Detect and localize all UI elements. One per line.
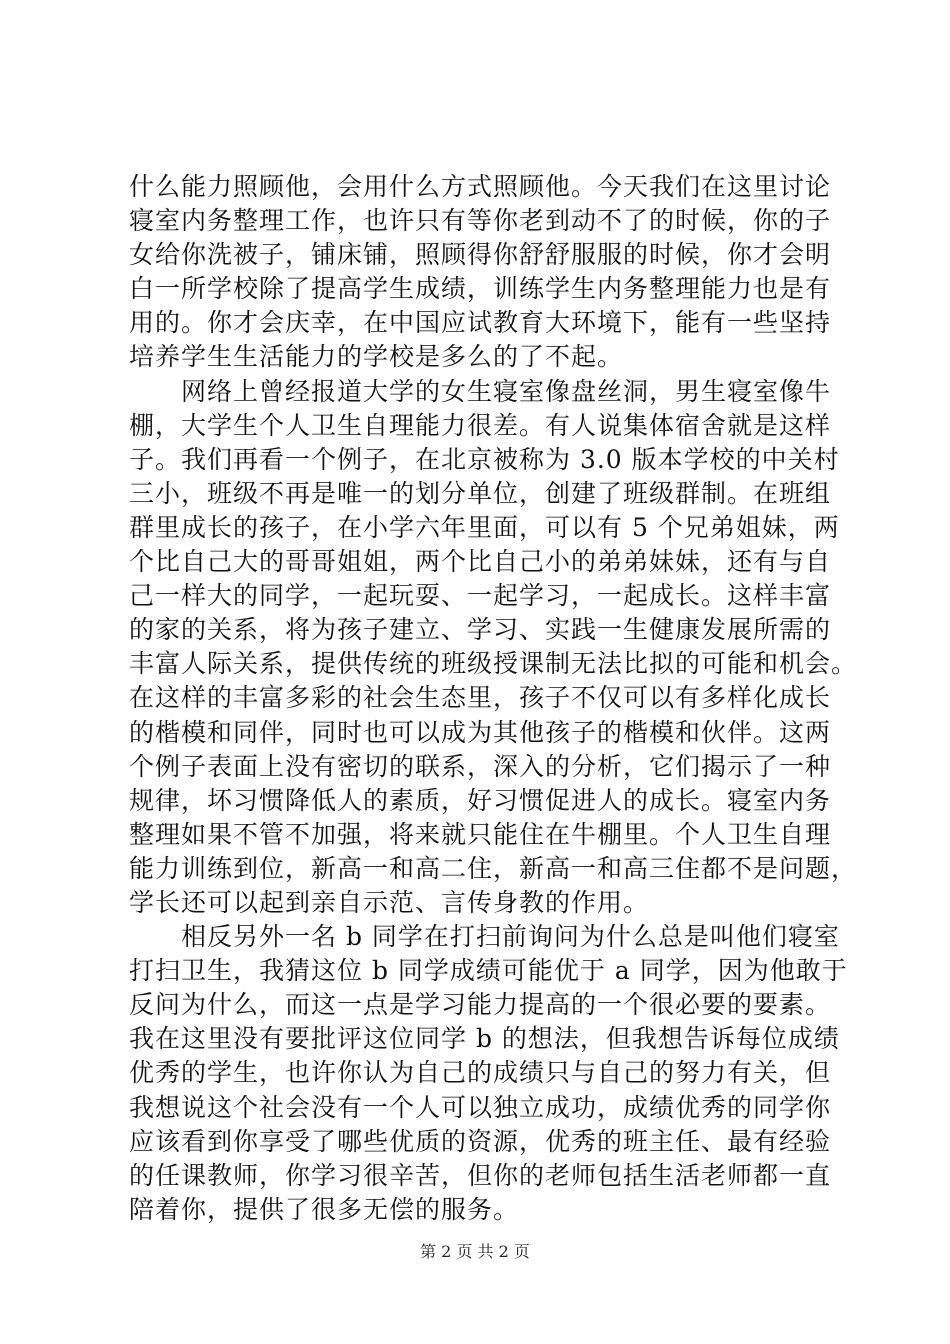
text-line: 三小，班级不再是唯一的划分单位，创建了班级群制。在班组 bbox=[129, 478, 832, 508]
text-line: 学长还可以起到亲自示范、言传身教的作用。 bbox=[129, 887, 650, 917]
text-line: 己一样大的同学，一起玩耍、一起学习，一起成长。这样丰富 bbox=[129, 581, 832, 611]
text-line: 用的。你才会庆幸，在中国应试教育大环境下，能有一些坚持 bbox=[129, 308, 832, 338]
text-line: 整理如果不管不加强，将来就只能住在牛棚里。个人卫生自理 bbox=[129, 819, 832, 849]
text-line: 我想说这个社会没有一个人可以独立成功，成绩优秀的同学你 bbox=[129, 1092, 832, 1122]
text-line: 的家的关系，将为孩子建立、学习、实践一生健康发展所需的 bbox=[129, 615, 832, 645]
text-line: 白一所学校除了提高学生成绩，训练学生内务整理能力也是有 bbox=[129, 274, 832, 304]
text-line: 丰富人际关系，提供传统的班级授课制无法比拟的可能和机会。 bbox=[129, 649, 858, 679]
text-line: 的任课教师，你学习很辛苦，但你的老师包括生活老师都一直 bbox=[129, 1160, 832, 1190]
text-line: 群里成长的孩子，在小学六年里面，可以有 5 个兄弟姐妹，两 bbox=[129, 512, 840, 542]
page-number-footer: 第 2 页 共 2 页 bbox=[420, 1242, 530, 1261]
text-line: 棚，大学生个人卫生自理能力很差。有人说集体宿舍就是这样 bbox=[129, 410, 832, 440]
text-line: 个例子表面上没有密切的联系，深入的分析，它们揭示了一种 bbox=[129, 751, 832, 781]
text-line: 女给你洗被子，铺床铺，照顾得你舒舒服服的时候，你才会明 bbox=[129, 240, 832, 270]
text-line: 在这样的丰富多彩的社会生态里，孩子不仅可以有多样化成长 bbox=[129, 683, 832, 713]
text-line: 寝室内务整理工作，也许只有等你老到动不了的时候，你的子 bbox=[129, 206, 832, 236]
text-line: 网络上曾经报道大学的女生寝室像盘丝洞，男生寝室像牛 bbox=[129, 376, 832, 406]
text-line: 打扫卫生，我猜这位 b 同学成绩可能优于 a 同学，因为他敢于 bbox=[129, 956, 848, 986]
text-line: 优秀的学生，也许你认为自己的成绩只与自己的努力有关，但 bbox=[129, 1058, 832, 1088]
text-line: 陪着你，提供了很多无偿的服务。 bbox=[129, 1194, 520, 1224]
text-line: 反问为什么，而这一点是学习能力提高的一个很必要的要素。 bbox=[129, 990, 832, 1020]
document-body bbox=[129, 170, 858, 1227]
text-line: 我在这里没有要批评这位同学 b 的想法，但我想告诉每位成绩 bbox=[129, 1024, 840, 1054]
text-line: 子。我们再看一个例子，在北京被称为 3.0 版本学校的中关村 bbox=[129, 444, 840, 474]
text-line: 个比自己大的哥哥姐姐，两个比自己小的弟弟妹妹，还有与自 bbox=[129, 547, 832, 577]
text-line: 培养学生生活能力的学校是多么的了不起。 bbox=[129, 342, 624, 372]
text-line: 规律，坏习惯降低人的素质，好习惯促进人的成长。寝室内务 bbox=[129, 785, 832, 815]
text-line: 能力训练到位，新高一和高二住，新高一和高三住都不是问题， bbox=[129, 853, 858, 883]
text-line: 的楷模和同伴，同时也可以成为其他孩子的楷模和伙伴。这两 bbox=[129, 717, 832, 747]
text-line: 应该看到你享受了哪些优质的资源，优秀的班主任、最有经验 bbox=[129, 1126, 832, 1156]
text-line: 什么能力照顾他，会用什么方式照顾他。今天我们在这里讨论 bbox=[129, 172, 832, 201]
text-line: 相反另外一名 b 同学在打扫前询问为什么总是叫他们寝室 bbox=[129, 922, 840, 952]
